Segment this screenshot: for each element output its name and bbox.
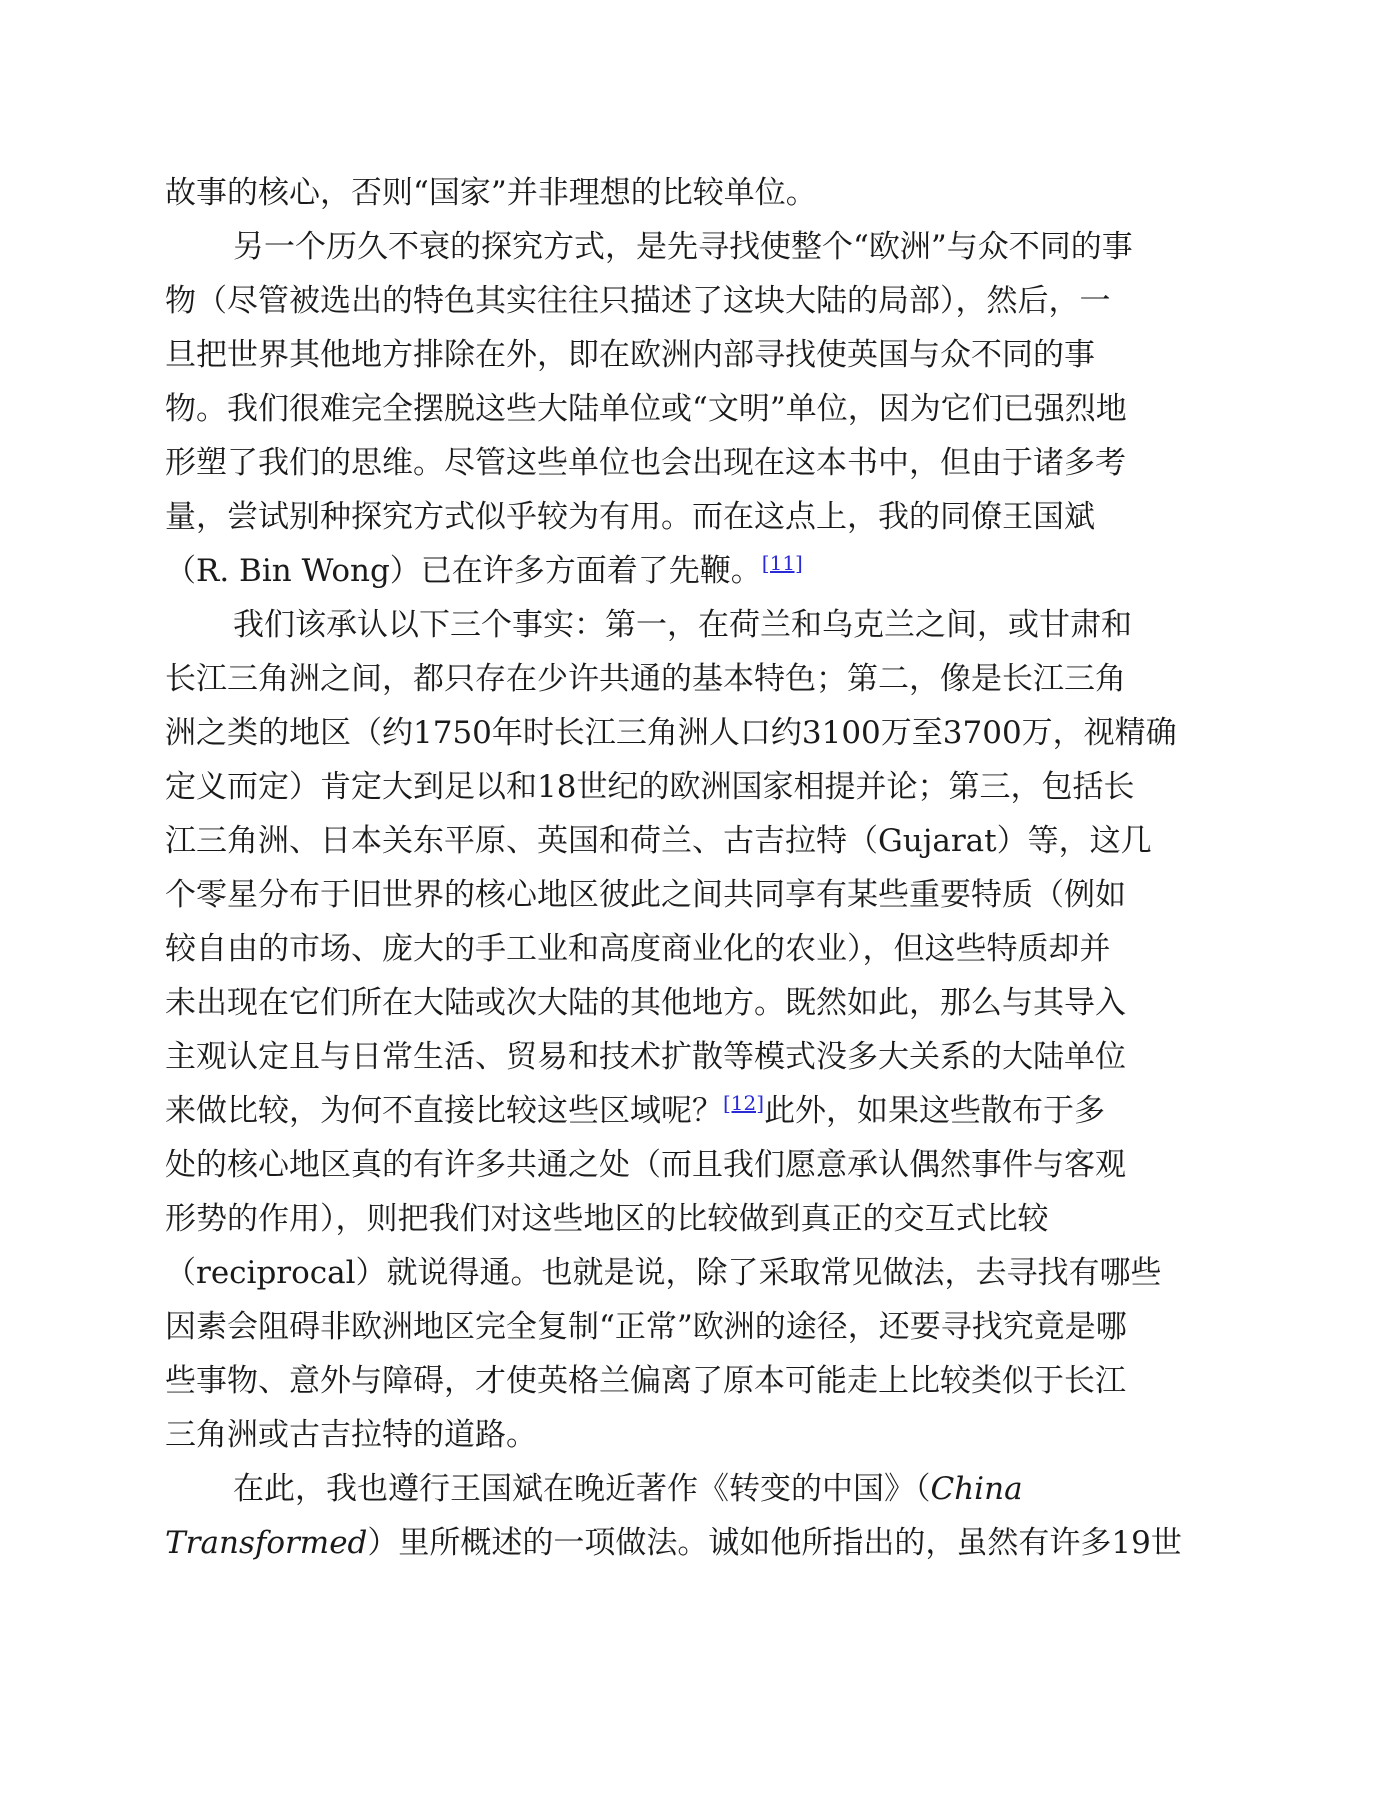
footnote-link-11[interactable]: [11]	[761, 551, 803, 575]
paragraph-first-line: 另一个历久不衰的探究方式，是先寻找使整个“欧洲”与众不同的事	[233, 229, 1133, 265]
book-title-italic: Transformed	[165, 1525, 368, 1561]
text-line: 主观认定且与日常生活、贸易和技术扩散等模式没多大关系的大陆单位	[165, 1039, 1126, 1075]
paragraph-first-line	[165, 1462, 1227, 1516]
text-line: 未出现在它们所在大陆或次大陆的其他地方。既然如此，那么与其导入	[165, 985, 1126, 1021]
text-line: 个零星分布于旧世界的核心地区彼此之间共同享有某些重要特质（例如	[165, 877, 1126, 913]
text-line: 处的核心地区真的有许多共通之处（而且我们愿意承认偶然事件与客观	[165, 1147, 1126, 1183]
text-line	[165, 1516, 1227, 1570]
text-line: 因素会阻碍非欧洲地区完全复制“正常”欧洲的途径，还要寻找究竟是哪	[165, 1309, 1127, 1345]
text-line: 定义而定）肯定大到足以和18世纪的欧洲国家相提并论；第三，包括长	[165, 769, 1135, 805]
text-line: 些事物、意外与障碍，才使英格兰偏离了原本可能走上比较类似于长江	[165, 1363, 1126, 1399]
text-line: 较自由的市场、庞大的手工业和高度商业化的农业），但这些特质却并	[165, 931, 1111, 967]
text-line	[165, 1084, 1227, 1138]
text-line: 量，尝试别种探究方式似乎较为有用。而在这点上，我的同僚王国斌	[165, 499, 1095, 535]
text-segment: ）里所概述的一项做法。诚如他所指出的，虽然有许多19世	[367, 1525, 1182, 1561]
text-line: 三角洲或古吉拉特的道路。	[165, 1417, 537, 1453]
footnote-link-12[interactable]: [12]	[723, 1091, 765, 1115]
text-line: 故事的核心，否则“国家”并非理想的比较单位。	[165, 175, 817, 211]
paragraph-first-line: 我们该承认以下三个事实：第一，在荷兰和乌克兰之间，或甘肃和	[233, 607, 1132, 643]
text-segment: （R. Bin Wong）已在许多方面着了先鞭。	[165, 553, 762, 589]
text-line: 形塑了我们的思维。尽管这些单位也会出现在这本书中，但由于诸多考	[165, 445, 1126, 481]
text-line: 洲之类的地区（约1750年时长江三角洲人口约3100万至3700万，视精确	[165, 715, 1177, 751]
text-segment: 在此，我也遵行王国斌在晚近著作《转变的中国》（	[233, 1471, 931, 1507]
text-segment: 来做比较，为何不直接比较这些区域呢？	[165, 1093, 723, 1129]
text-line: 旦把世界其他地方排除在外，即在欧洲内部寻找使英国与众不同的事	[165, 337, 1095, 373]
document-page	[165, 166, 1227, 1570]
text-line: 长江三角洲之间，都只存在少许共通的基本特色；第二，像是长江三角	[165, 661, 1126, 697]
text-line: 物（尽管被选出的特色其实往往只描述了这块大陆的局部），然后，一	[165, 283, 1111, 319]
text-line	[165, 544, 1227, 598]
text-line: 形势的作用），则把我们对这些地区的比较做到真正的交互式比较	[165, 1201, 1049, 1237]
text-segment: 此外，如果这些散布于多	[764, 1093, 1106, 1129]
text-line: 物。我们很难完全摆脱这些大陆单位或“文明”单位，因为它们已强烈地	[165, 391, 1127, 427]
text-line: 江三角洲、日本关东平原、英国和荷兰、古吉拉特（Gujarat）等，这几	[165, 823, 1152, 859]
book-title-italic: China	[930, 1471, 1023, 1507]
text-line: （reciprocal）就说得通。也就是说，除了采取常见做法，去寻找有哪些	[165, 1255, 1162, 1291]
